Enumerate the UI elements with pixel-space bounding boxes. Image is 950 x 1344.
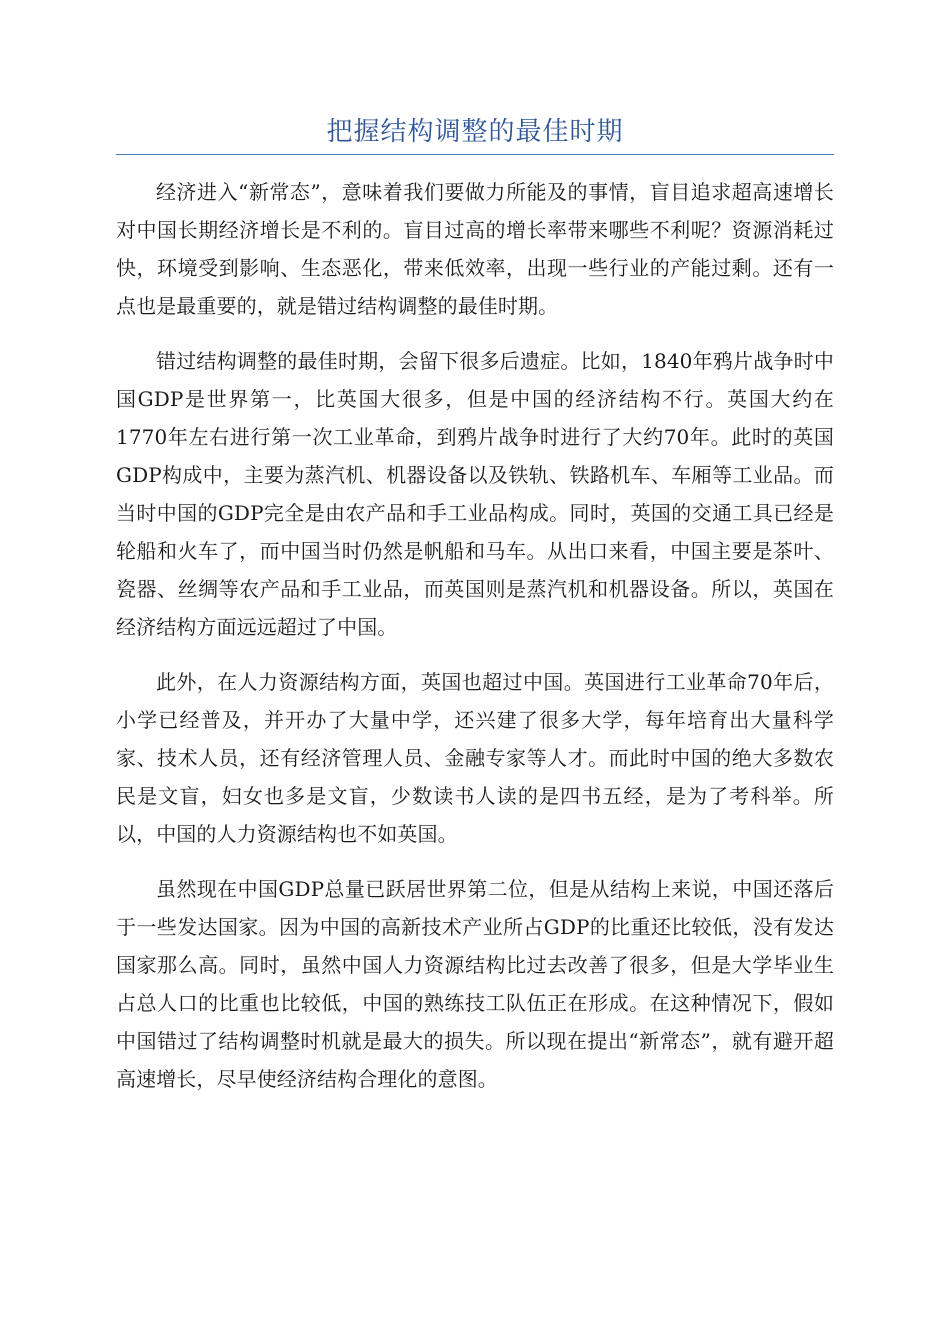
paragraph-4: 虽然现在中国GDP总量已跃居世界第二位，但是从结构上来说，中国还落后于一些发达国家。因为中国的高新技术产业所占GDP的比重还比较低，没有发达国家那么高。同时，虽然中国人力资源结构比过去改善了很多，但是大学毕业生占总人口的比重也比较低，中国的熟练技工队伍正在形成。在这种情况下，假如中国错过了结构调整时机就是最大的损失。所以现在提出“新常态”，就有避开超高速增长，尽早使经济结构合理化的意图。 [116, 877, 834, 1091]
paragraph-2: 错过结构调整的最佳时期，会留下很多后遗症。比如，1840年鸦片战争时中国GDP是世界第一，比英国大很多，但是中国的经济结构不行。英国大约在1770年左右进行第一次工业革命，到鸦片战争时进行了大约70年。此时的英国GDP构成中，主要为蒸汽机、机器设备以及铁轨、铁路机车、车厢等工业品。而当时中国的GDP完全是由农产品和手工业品构成。同时，英国的交通工具已经是轮船和火车了，而中国当时仍然是帆船和马车。从出口来看，中国主要是茶叶、瓷器、丝绸等农产品和手工业品，而英国则是蒸汽机和机器设备。所以，英国在经济结构方面远远超过了中国。 [116, 349, 834, 639]
document-body [116, 173, 834, 1115]
paragraph-1: 经济进入“新常态”，意味着我们要做力所能及的事情，盲目追求超高速增长对中国长期经济增长是不利的。盲目过高的增长率带来哪些不利呢？资源消耗过快，环境受到影响、生态恶化，带来低效率，出现一些行业的产能过剩。还有一点也是最重要的，就是错过结构调整的最佳时期。 [116, 180, 834, 318]
document-title: 把握结构调整的最佳时期 [326, 117, 624, 147]
title-underline-divider [116, 154, 834, 155]
paragraph-3: 此外，在人力资源结构方面，英国也超过中国。英国进行工业革命70年后，小学已经普及，并开办了大量中学，还兴建了很多大学，每年培育出大量科学家、技术人员，还有经济管理人员、金融专家等人才。而此时中国的绝大多数农民是文盲，妇女也多是文盲，少数读书人读的是四书五经，是为了考科举。所以，中国的人力资源结构也不如英国。 [116, 670, 834, 846]
